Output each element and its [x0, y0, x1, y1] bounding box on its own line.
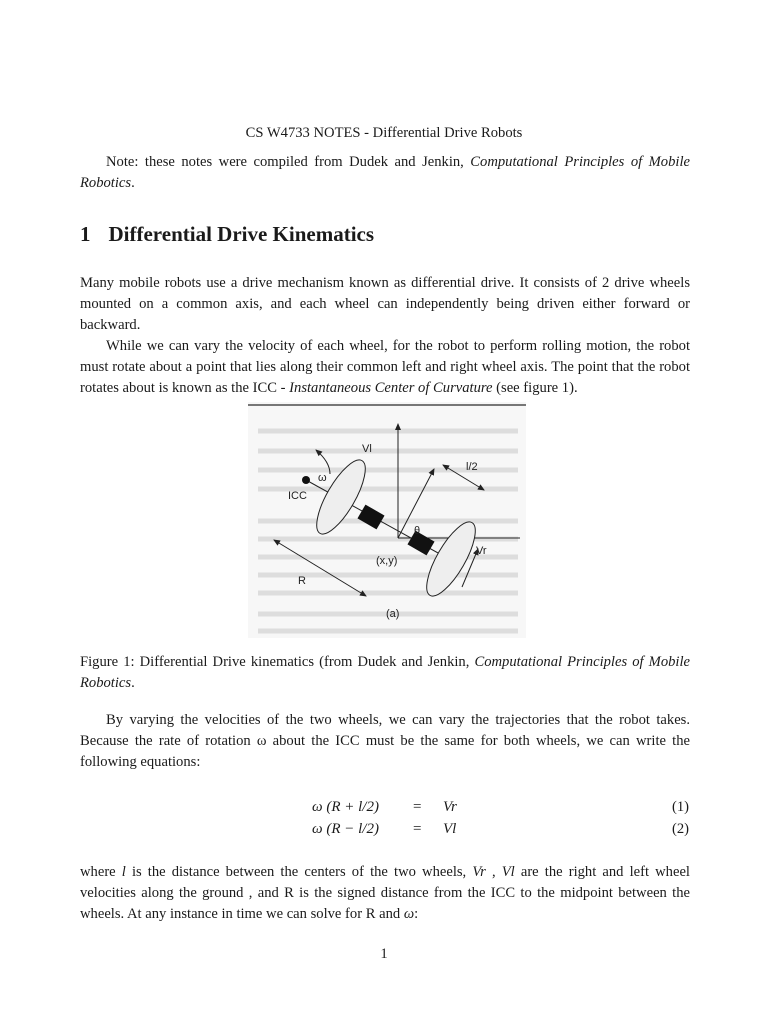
scanned-background-text: [258, 431, 518, 631]
p4-text: :: [414, 906, 419, 922]
p4-text: ,: [485, 864, 502, 880]
paragraph-4: [80, 862, 690, 925]
paragraph-3: By varying the velocities of the two wheels, we can vary the trajectories that the robot takes. Because the rate of rotation ω about the ICC must be the same for both wheels, we can write the following equations:: [80, 712, 690, 770]
label-vr: Vr: [476, 545, 487, 557]
book-title: Computational Principles of Mobile Robotics: [80, 154, 690, 191]
equation-number: (1): [672, 799, 690, 815]
label-r: R: [298, 575, 306, 587]
equation-number: (2): [672, 821, 690, 837]
p4-text: where: [80, 864, 122, 880]
var-vr: Vr: [472, 864, 486, 880]
var-l: l: [121, 864, 126, 880]
kinematics-diagram: [248, 402, 526, 638]
section-title: Differential Drive Kinematics: [108, 222, 375, 246]
figure-caption: [80, 652, 690, 694]
p2-end: (see figure 1).: [492, 380, 578, 396]
label-xy: (x,y): [376, 555, 398, 567]
equation-rhs: Vr: [443, 799, 457, 815]
page-number: 1: [380, 946, 388, 962]
equation-lhs: ω (R − l/2): [312, 821, 379, 837]
equation-lhs: ω (R + l/2): [312, 799, 379, 815]
source-note: [80, 152, 690, 194]
section-heading: [80, 222, 374, 247]
equation-rhs: Vl: [443, 821, 457, 837]
document-title: CS W4733 NOTES - Differential Drive Robots: [245, 125, 523, 141]
paragraph-2: [80, 336, 690, 399]
p4-text: is the distance between the centers of the two wheels,: [125, 864, 473, 880]
caption-book: Computational Principles of Mobile Robotics: [80, 654, 690, 691]
p2-text: While we can vary the velocity of each wheel, for the robot to perform rolling motion, the robot must rotate about a point that lies along their common left and right wheel axis. The point that the robot rotates about is known as the ICC -: [80, 338, 690, 396]
icc-point: [302, 476, 310, 484]
radius-arrow: [274, 540, 366, 596]
var-vl: Vl: [501, 864, 515, 880]
note-text: Note: these notes were compiled from Dudek and Jenkin,: [106, 154, 471, 170]
var-omega: ω: [403, 906, 415, 922]
label-half-l: l/2: [466, 461, 478, 473]
caption-suffix: .: [131, 675, 135, 691]
left-motor: [357, 505, 384, 530]
figure-1-diagram: [248, 402, 526, 638]
label-omega: ω: [318, 472, 327, 484]
icc-term: Instantaneous Center of Curvature: [289, 380, 493, 396]
section-number: 1: [80, 222, 91, 246]
label-icc: ICC: [288, 490, 307, 502]
note-suffix: .: [131, 175, 135, 191]
equals-sign: =: [413, 799, 422, 815]
equals-sign: =: [413, 821, 422, 837]
paragraph-1: Many mobile robots use a drive mechanism known as differential drive. It consists of 2 drive wheels mounted on a common axis, and each wheel can independently being driven either forward or backward.: [80, 275, 690, 333]
label-vl: Vl: [362, 443, 372, 455]
label-theta: θ: [414, 525, 421, 537]
p4-text: are the right and left wheel velocities along the ground , and R is the signed distance from the ICC to the midpoint between the wheels. At any instance in time we can solve for R and: [80, 864, 690, 922]
right-motor: [407, 531, 434, 556]
label-subfigure: (a): [386, 608, 400, 620]
caption-text: Figure 1: Differential Drive kinematics (from Dudek and Jenkin,: [80, 654, 475, 670]
left-wheel: [308, 454, 374, 541]
